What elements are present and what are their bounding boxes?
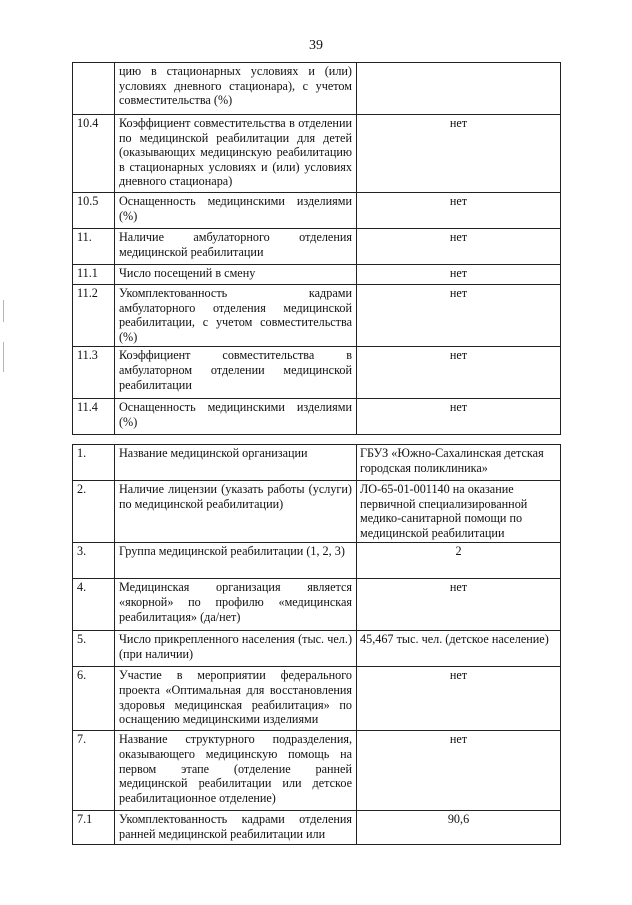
scan-edge-mark bbox=[3, 342, 4, 372]
table-row bbox=[73, 445, 561, 481]
row-value: нет bbox=[357, 285, 561, 347]
row-number: 11.3 bbox=[73, 347, 115, 399]
row-value bbox=[357, 63, 561, 115]
table-row bbox=[73, 667, 561, 731]
row-description: Число прикрепленного населения (тыс. чел.) (при наличии) bbox=[115, 631, 357, 667]
row-description: Название медицинской организации bbox=[115, 445, 357, 481]
row-value: нет bbox=[357, 347, 561, 399]
table-row bbox=[73, 115, 561, 193]
table-row bbox=[73, 631, 561, 667]
row-description: Укомплектованность кадрами амбулаторного отделения медицинской реабилитации, с учетом совместительства (%) bbox=[115, 285, 357, 347]
row-number: 11.4 bbox=[73, 399, 115, 435]
row-description: Наличие амбулаторного отделения медицинской реабилитации bbox=[115, 229, 357, 265]
row-value: нет bbox=[357, 115, 561, 193]
row-description: Название структурного подразделения, оказывающего медицинскую помощь на первом этапе (отделение ранней медицинской реабилитации или детское реабилитационное отделение) bbox=[115, 731, 357, 811]
row-number: 6. bbox=[73, 667, 115, 731]
row-number: 11.1 bbox=[73, 265, 115, 285]
row-number: 10.5 bbox=[73, 193, 115, 229]
row-value: 2 bbox=[357, 543, 561, 579]
row-description: Укомплектованность кадрами отделения ранней медицинской реабилитации или bbox=[115, 811, 357, 845]
row-description: Коэффициент совместительства в амбулаторном отделении медицинской реабилитации bbox=[115, 347, 357, 399]
table-row bbox=[73, 579, 561, 631]
row-value: ЛО-65-01-001140 на оказание первичной специализированной медико-санитарной помощи по медицинской реабилитации bbox=[357, 481, 561, 543]
row-description: Участие в мероприятии федерального проекта «Оптимальная для восстановления здоровья медицинская реабилитация» по оснащению медицинскими изделиями bbox=[115, 667, 357, 731]
row-value: нет bbox=[357, 667, 561, 731]
row-value: 90,6 bbox=[357, 811, 561, 845]
row-number: 3. bbox=[73, 543, 115, 579]
row-description: Наличие лицензии (указать работы (услуги) по медицинской реабилитации) bbox=[115, 481, 357, 543]
row-description: Медицинская организация является «якорной» по профилю «медицинская реабилитация» (да/нет) bbox=[115, 579, 357, 631]
row-description: цию в стационарных условиях и (или) условиях дневного стационара), с учетом совместительства (%) bbox=[115, 63, 357, 115]
row-number: 10.4 bbox=[73, 115, 115, 193]
page-number: 39 bbox=[309, 38, 323, 53]
row-value: 45,467 тыс. чел. (детское население) bbox=[357, 631, 561, 667]
row-value: нет bbox=[357, 579, 561, 631]
table-row bbox=[73, 811, 561, 845]
row-description: Число посещений в смену bbox=[115, 265, 357, 285]
row-value: ГБУЗ «Южно-Сахалинская детская городская поликлиника» bbox=[357, 445, 561, 481]
table-row bbox=[73, 265, 561, 285]
row-number: 7. bbox=[73, 731, 115, 811]
row-value: нет bbox=[357, 265, 561, 285]
row-number bbox=[73, 63, 115, 115]
row-value: нет bbox=[357, 193, 561, 229]
row-value: нет bbox=[357, 399, 561, 435]
row-value: нет bbox=[357, 731, 561, 811]
row-number: 5. bbox=[73, 631, 115, 667]
row-number: 11. bbox=[73, 229, 115, 265]
row-number: 1. bbox=[73, 445, 115, 481]
table-row bbox=[73, 731, 561, 811]
row-description: Коэффициент совместительства в отделении по медицинской реабилитации для детей (оказывающих медицинскую реабилитацию в стационарных условиях и (или) условиях дневного стационара) bbox=[115, 115, 357, 193]
table-row bbox=[73, 399, 561, 435]
table-row bbox=[73, 63, 561, 115]
row-description: Оснащенность медицинскими изделиями (%) bbox=[115, 193, 357, 229]
scan-edge-mark bbox=[3, 300, 4, 322]
table-row bbox=[73, 543, 561, 579]
table-row bbox=[73, 347, 561, 399]
table-row bbox=[73, 481, 561, 543]
organization-table bbox=[72, 444, 561, 845]
row-description: Группа медицинской реабилитации (1, 2, 3) bbox=[115, 543, 357, 579]
row-description: Оснащенность медицинскими изделиями (%) bbox=[115, 399, 357, 435]
table-row bbox=[73, 229, 561, 265]
row-number: 2. bbox=[73, 481, 115, 543]
indicators-table-continued bbox=[72, 62, 561, 435]
table-row bbox=[73, 285, 561, 347]
row-value: нет bbox=[357, 229, 561, 265]
row-number: 4. bbox=[73, 579, 115, 631]
row-number: 11.2 bbox=[73, 285, 115, 347]
row-number: 7.1 bbox=[73, 811, 115, 845]
table-row bbox=[73, 193, 561, 229]
